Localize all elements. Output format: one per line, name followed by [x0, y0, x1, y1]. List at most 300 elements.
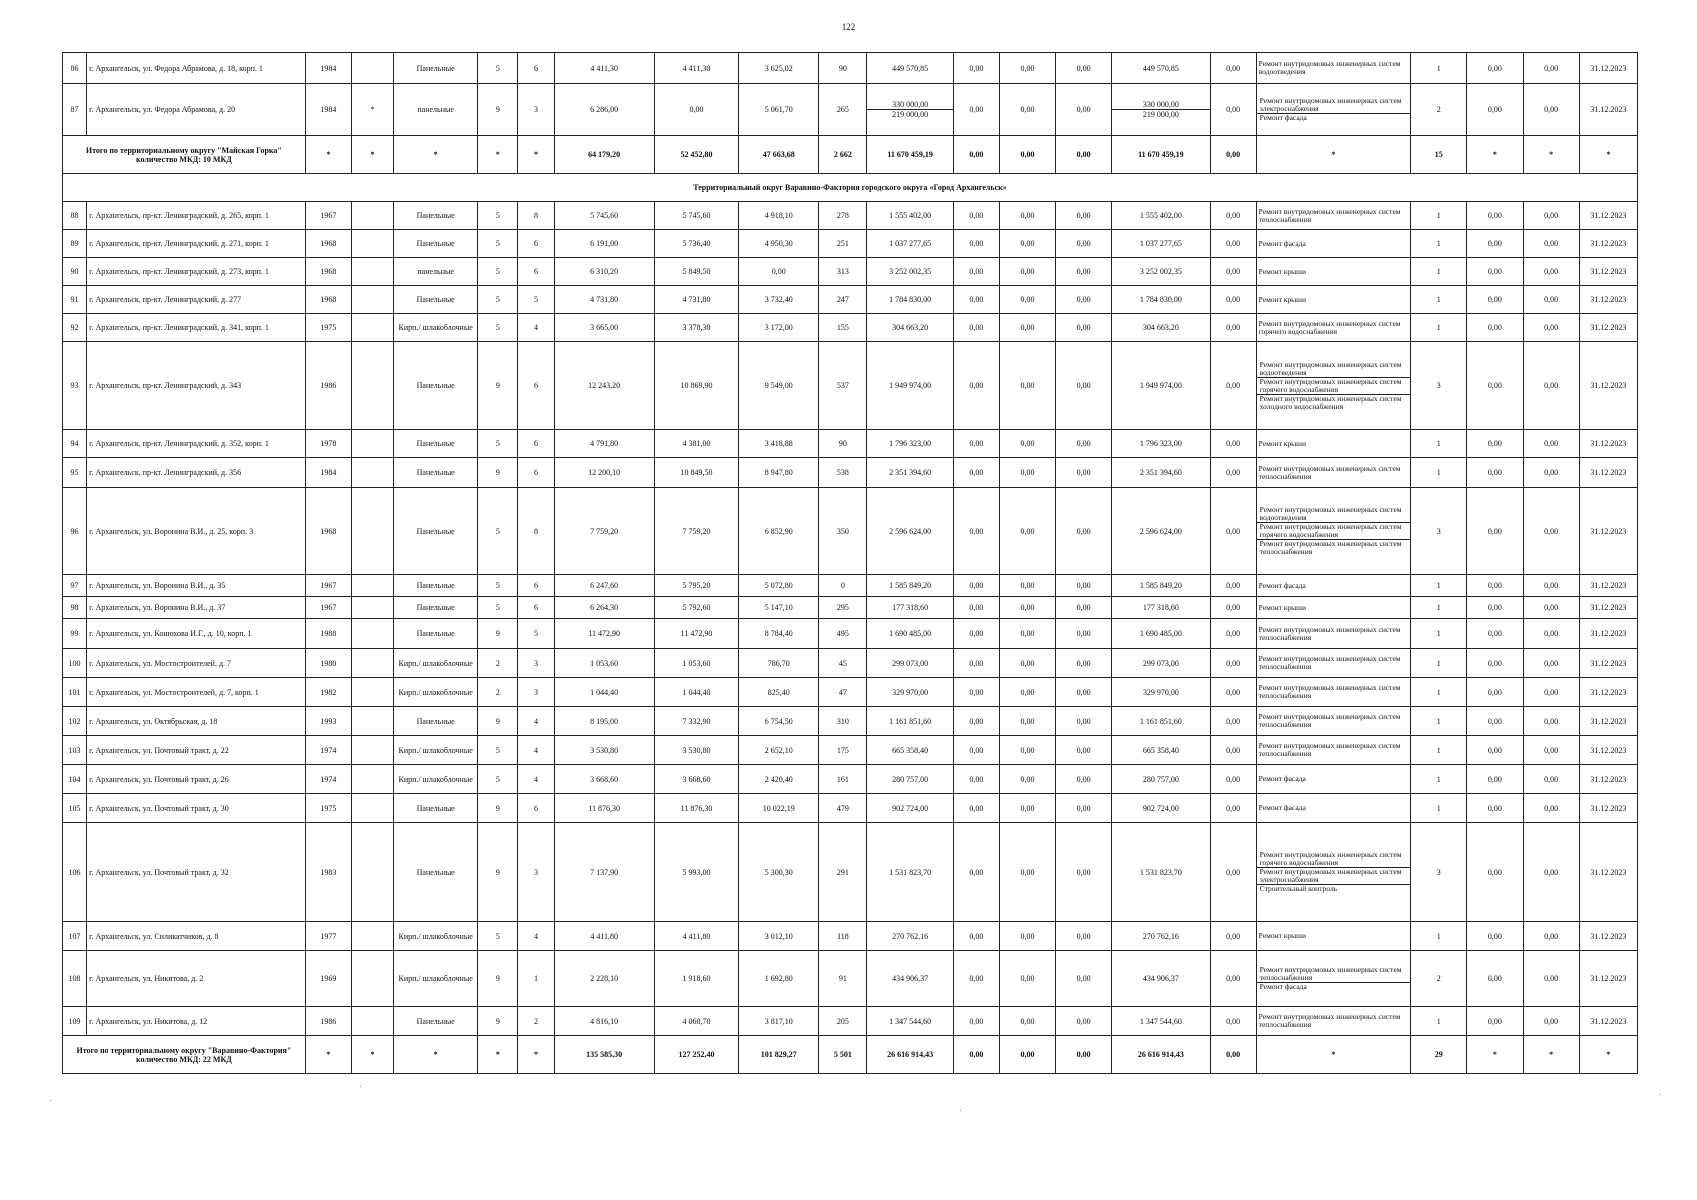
work-count: 1	[1411, 258, 1467, 286]
work-types	[1256, 823, 1410, 922]
zero-3: 0,00	[1056, 202, 1112, 230]
entrances: 1	[518, 951, 554, 1007]
work-type: Ремонт крыши	[1256, 258, 1410, 286]
zero-5: 0,00	[1467, 202, 1523, 230]
fund: 299 073,00	[1112, 649, 1210, 678]
year-built: 1983	[305, 823, 351, 922]
zero-4: 0,00	[1210, 53, 1256, 84]
wall-material: Панельные	[394, 823, 478, 922]
zero-5: 0,00	[1467, 258, 1523, 286]
cost: 299 073,00	[867, 649, 953, 678]
work-count: 1	[1411, 619, 1467, 649]
address: г. Архангельск, ул. Федора Абрамова, д. 18, корп. 1	[87, 53, 306, 84]
cost: 449 570,85	[867, 53, 953, 84]
work-count: 1	[1411, 649, 1467, 678]
total-area: 6 264,30	[554, 597, 654, 619]
zero-2: 0,00	[999, 794, 1055, 823]
floors: 9	[478, 951, 518, 1007]
area-3: 8 947,80	[739, 458, 819, 488]
completion-date: 31.12.2023	[1579, 53, 1637, 84]
wall-material: Панельные	[394, 1007, 478, 1036]
mark	[351, 230, 393, 258]
total-area: 3 668,60	[554, 765, 654, 794]
entrances: 2	[518, 1007, 554, 1036]
row-number: 89	[63, 230, 87, 258]
zero-5: 0,00	[1467, 1007, 1523, 1036]
area-3: 4 950,30	[739, 230, 819, 258]
mark	[351, 707, 393, 736]
building-row	[63, 342, 1638, 430]
wall-material: Панельные	[394, 794, 478, 823]
total-area: 1 044,40	[554, 678, 654, 707]
year-built: 1968	[305, 258, 351, 286]
mark	[351, 286, 393, 314]
work-count: 1	[1411, 314, 1467, 342]
entrances: 6	[518, 230, 554, 258]
page-number: 122	[841, 22, 856, 32]
zero-1: 0,00	[953, 951, 999, 1007]
zero-5: 0,00	[1467, 84, 1523, 136]
total-c1: *	[305, 1036, 351, 1074]
fund: 304 663,20	[1112, 314, 1210, 342]
address: г. Архангельск, пр-кт. Ленинградский, д. 273, корп. 1	[87, 258, 306, 286]
entrances: 6	[518, 575, 554, 597]
row-number: 105	[63, 794, 87, 823]
cost: 1 585 849,20	[867, 575, 953, 597]
zero-3: 0,00	[1056, 430, 1112, 458]
work-count: 1	[1411, 430, 1467, 458]
row-number: 108	[63, 951, 87, 1007]
zero-2: 0,00	[999, 649, 1055, 678]
fund: 1 585 849,20	[1112, 575, 1210, 597]
completion-date: 31.12.2023	[1579, 458, 1637, 488]
residents: 265	[819, 84, 867, 136]
cost: 280 757,00	[867, 765, 953, 794]
cost: 2 351 394,60	[867, 458, 953, 488]
zero-6: 0,00	[1523, 258, 1579, 286]
row-number: 107	[63, 922, 87, 951]
work-types-item: Ремонт внутридомовых инженерных систем горячего водоснабжения	[1259, 850, 1402, 867]
residents: 495	[819, 619, 867, 649]
building-row	[63, 707, 1638, 736]
total-z3: 0,00	[1056, 1036, 1112, 1074]
completion-date: 31.12.2023	[1579, 84, 1637, 136]
mark	[351, 619, 393, 649]
wall-material: Панельные	[394, 202, 478, 230]
zero-2: 0,00	[999, 258, 1055, 286]
work-type: Ремонт фасада	[1256, 794, 1410, 823]
fund: 329 970,00	[1112, 678, 1210, 707]
row-number: 100	[63, 649, 87, 678]
total-e2: *	[1523, 136, 1579, 174]
entrances: 6	[518, 430, 554, 458]
fund-item: 330 000,00	[1142, 100, 1179, 109]
zero-2: 0,00	[999, 53, 1055, 84]
work-type: Ремонт внутридомовых инженерных систем теплоснабжения	[1256, 619, 1410, 649]
work-count: 1	[1411, 597, 1467, 619]
fund: 1 949 974,00	[1112, 342, 1210, 430]
area-3: 6 754,50	[739, 707, 819, 736]
zero-6: 0,00	[1523, 458, 1579, 488]
area-3: 8 784,40	[739, 619, 819, 649]
cost: 177 318,60	[867, 597, 953, 619]
zero-4: 0,00	[1210, 575, 1256, 597]
building-row	[63, 678, 1638, 707]
total-area: 6 286,00	[554, 84, 654, 136]
area-3: 3 817,10	[739, 1007, 819, 1036]
mark	[351, 258, 393, 286]
area-2: 11 472,90	[654, 619, 738, 649]
wall-material: Кирп./ шлакоблочные	[394, 314, 478, 342]
zero-1: 0,00	[953, 53, 999, 84]
wall-material: Панельные	[394, 53, 478, 84]
floors: 9	[478, 458, 518, 488]
completion-date: 31.12.2023	[1579, 678, 1637, 707]
total-area: 4 411,80	[554, 922, 654, 951]
zero-2: 0,00	[999, 430, 1055, 458]
total-c4: *	[478, 136, 518, 174]
total-a2: 52 452,80	[654, 136, 738, 174]
zero-5: 0,00	[1467, 823, 1523, 922]
zero-6: 0,00	[1523, 736, 1579, 765]
completion-date: 31.12.2023	[1579, 951, 1637, 1007]
work-type: Ремонт внутридомовых инженерных систем теплоснабжения	[1256, 649, 1410, 678]
entrances: 8	[518, 202, 554, 230]
work-types	[1256, 951, 1410, 1007]
total-area: 3 665,00	[554, 314, 654, 342]
zero-5: 0,00	[1467, 649, 1523, 678]
building-row	[63, 286, 1638, 314]
address: г. Архангельск, ул. Воронина В.И., д. 35	[87, 575, 306, 597]
zero-3: 0,00	[1056, 736, 1112, 765]
row-number: 104	[63, 765, 87, 794]
residents: 118	[819, 922, 867, 951]
year-built: 1993	[305, 707, 351, 736]
area-2: 10 869,90	[654, 342, 738, 430]
row-number: 102	[63, 707, 87, 736]
wall-material: Панельные	[394, 488, 478, 575]
zero-5: 0,00	[1467, 707, 1523, 736]
cost: 1 555 402,00	[867, 202, 953, 230]
completion-date: 31.12.2023	[1579, 649, 1637, 678]
floors: 5	[478, 314, 518, 342]
area-3: 5 061,70	[739, 84, 819, 136]
zero-5: 0,00	[1467, 951, 1523, 1007]
completion-date: 31.12.2023	[1579, 922, 1637, 951]
zero-3: 0,00	[1056, 258, 1112, 286]
zero-6: 0,00	[1523, 922, 1579, 951]
fund: 449 570,85	[1112, 53, 1210, 84]
zero-1: 0,00	[953, 765, 999, 794]
zero-4: 0,00	[1210, 823, 1256, 922]
zero-3: 0,00	[1056, 488, 1112, 575]
row-number: 97	[63, 575, 87, 597]
cost: 1 037 277,65	[867, 230, 953, 258]
zero-2: 0,00	[999, 342, 1055, 430]
zero-6: 0,00	[1523, 575, 1579, 597]
floors: 5	[478, 286, 518, 314]
zero-3: 0,00	[1056, 649, 1112, 678]
fund: 2 351 394,60	[1112, 458, 1210, 488]
zero-6: 0,00	[1523, 597, 1579, 619]
row-number: 106	[63, 823, 87, 922]
fund: 3 252 002,35	[1112, 258, 1210, 286]
address: г. Архангельск, пр-кт. Ленинградский, д. 271, корп. 1	[87, 230, 306, 258]
entrances: 8	[518, 488, 554, 575]
zero-5: 0,00	[1467, 430, 1523, 458]
zero-5: 0,00	[1467, 597, 1523, 619]
work-type: Ремонт внутридомовых инженерных систем теплоснабжения	[1256, 678, 1410, 707]
area-2: 0,00	[654, 84, 738, 136]
zero-1: 0,00	[953, 286, 999, 314]
wall-material: Панельные	[394, 342, 478, 430]
floors: 5	[478, 736, 518, 765]
work-count: 1	[1411, 794, 1467, 823]
zero-6: 0,00	[1523, 286, 1579, 314]
zero-6: 0,00	[1523, 53, 1579, 84]
fund	[1112, 84, 1210, 136]
mark	[351, 765, 393, 794]
wall-material: Панельные	[394, 286, 478, 314]
year-built: 1980	[305, 649, 351, 678]
building-row	[63, 202, 1638, 230]
scan-specks	[0, 1080, 1697, 1120]
district-total-row	[63, 1036, 1638, 1074]
mark	[351, 678, 393, 707]
residents: 291	[819, 823, 867, 922]
zero-4: 0,00	[1210, 765, 1256, 794]
building-row	[63, 575, 1638, 597]
entrances: 4	[518, 922, 554, 951]
entrances: 6	[518, 258, 554, 286]
total-area: 4 791,80	[554, 430, 654, 458]
zero-3: 0,00	[1056, 619, 1112, 649]
zero-3: 0,00	[1056, 1007, 1112, 1036]
row-number: 87	[63, 84, 87, 136]
zero-2: 0,00	[999, 488, 1055, 575]
area-3: 2 652,10	[739, 736, 819, 765]
zero-6: 0,00	[1523, 951, 1579, 1007]
zero-1: 0,00	[953, 430, 999, 458]
total-e3: *	[1579, 1036, 1637, 1074]
wall-material: Кирп./ шлакоблочные	[394, 678, 478, 707]
area-2: 5 736,40	[654, 230, 738, 258]
year-built: 1968	[305, 488, 351, 575]
residents: 350	[819, 488, 867, 575]
zero-5: 0,00	[1467, 458, 1523, 488]
total-e2: *	[1523, 1036, 1579, 1074]
completion-date: 31.12.2023	[1579, 736, 1637, 765]
total-fund: 26 616 914,43	[1112, 1036, 1210, 1074]
work-type: Ремонт внутридомовых инженерных систем теплоснабжения	[1256, 202, 1410, 230]
wall-material: Панельные	[394, 430, 478, 458]
address: г. Архангельск, ул. Воронина В.И., д. 25, корп. 3	[87, 488, 306, 575]
residents: 90	[819, 53, 867, 84]
floors: 9	[478, 342, 518, 430]
total-c3: *	[394, 136, 478, 174]
address: г. Архангельск, ул. Федора Абрамова, д. 20	[87, 84, 306, 136]
year-built: 1968	[305, 286, 351, 314]
total-fund: 11 670 459,19	[1112, 136, 1210, 174]
wall-material: Кирп./ шлакоблочные	[394, 922, 478, 951]
area-3: 5 300,30	[739, 823, 819, 922]
work-types-item: Ремонт внутридомовых инженерных систем электроснабжения	[1257, 867, 1410, 884]
area-2: 5 795,20	[654, 575, 738, 597]
wall-material: Панельные	[394, 619, 478, 649]
wall-material: Кирп./ шлакоблочные	[394, 649, 478, 678]
row-number: 91	[63, 286, 87, 314]
residents: 45	[819, 649, 867, 678]
work-type: Ремонт внутридомовых инженерных систем горячего водоснабжения	[1256, 314, 1410, 342]
zero-1: 0,00	[953, 488, 999, 575]
area-2: 10 849,50	[654, 458, 738, 488]
work-count: 1	[1411, 922, 1467, 951]
entrances: 4	[518, 314, 554, 342]
work-count: 1	[1411, 1007, 1467, 1036]
zero-2: 0,00	[999, 575, 1055, 597]
zero-6: 0,00	[1523, 430, 1579, 458]
zero-6: 0,00	[1523, 314, 1579, 342]
address: г. Архангельск, ул. Почтовый тракт, д. 32	[87, 823, 306, 922]
wall-material: Панельные	[394, 458, 478, 488]
fund: 177 318,60	[1112, 597, 1210, 619]
year-built: 1984	[305, 84, 351, 136]
zero-3: 0,00	[1056, 922, 1112, 951]
mark	[351, 575, 393, 597]
zero-1: 0,00	[953, 314, 999, 342]
year-built: 1967	[305, 575, 351, 597]
zero-5: 0,00	[1467, 342, 1523, 430]
zero-2: 0,00	[999, 1007, 1055, 1036]
residents: 313	[819, 258, 867, 286]
zero-1: 0,00	[953, 649, 999, 678]
work-count: 1	[1411, 678, 1467, 707]
row-number: 92	[63, 314, 87, 342]
building-row	[63, 258, 1638, 286]
zero-6: 0,00	[1523, 619, 1579, 649]
zero-5: 0,00	[1467, 488, 1523, 575]
area-2: 7 332,90	[654, 707, 738, 736]
work-type: Ремонт фасада	[1256, 575, 1410, 597]
cost: 1 784 830,00	[867, 286, 953, 314]
total-area: 4 816,10	[554, 1007, 654, 1036]
mark	[351, 922, 393, 951]
zero-6: 0,00	[1523, 794, 1579, 823]
floors: 9	[478, 823, 518, 922]
total-a2: 127 252,40	[654, 1036, 738, 1074]
year-built: 1978	[305, 430, 351, 458]
residents: 538	[819, 458, 867, 488]
zero-1: 0,00	[953, 202, 999, 230]
zero-2: 0,00	[999, 84, 1055, 136]
work-count: 1	[1411, 202, 1467, 230]
total-e3: *	[1579, 136, 1637, 174]
work-count: 1	[1411, 458, 1467, 488]
area-3: 3 625,02	[739, 53, 819, 84]
area-3: 3 172,00	[739, 314, 819, 342]
zero-4: 0,00	[1210, 286, 1256, 314]
zero-5: 0,00	[1467, 230, 1523, 258]
zero-3: 0,00	[1056, 458, 1112, 488]
completion-date: 31.12.2023	[1579, 823, 1637, 922]
total-e1: *	[1467, 136, 1523, 174]
area-2: 5 993,00	[654, 823, 738, 922]
area-2: 3 378,30	[654, 314, 738, 342]
total-area: 3 530,80	[554, 736, 654, 765]
total-c5: *	[518, 136, 554, 174]
work-type: Ремонт крыши	[1256, 286, 1410, 314]
district-header-row	[63, 174, 1638, 202]
zero-6: 0,00	[1523, 678, 1579, 707]
area-3: 3 418,88	[739, 430, 819, 458]
zero-3: 0,00	[1056, 597, 1112, 619]
total-c5: *	[518, 1036, 554, 1074]
work-type: Ремонт фасада	[1256, 765, 1410, 794]
zero-1: 0,00	[953, 342, 999, 430]
residents: 205	[819, 1007, 867, 1036]
zero-2: 0,00	[999, 678, 1055, 707]
cost: 270 762,16	[867, 922, 953, 951]
zero-4: 0,00	[1210, 430, 1256, 458]
cost: 1 161 851,60	[867, 707, 953, 736]
residents: 161	[819, 765, 867, 794]
zero-2: 0,00	[999, 707, 1055, 736]
address: г. Архангельск, ул. Мостостроителей, д. 7	[87, 649, 306, 678]
residents: 251	[819, 230, 867, 258]
wall-material: Панельные	[394, 230, 478, 258]
zero-4: 0,00	[1210, 794, 1256, 823]
area-2: 4 381,00	[654, 430, 738, 458]
zero-3: 0,00	[1056, 951, 1112, 1007]
entrances: 6	[518, 458, 554, 488]
zero-4: 0,00	[1210, 342, 1256, 430]
residents: 310	[819, 707, 867, 736]
year-built: 1975	[305, 314, 351, 342]
zero-1: 0,00	[953, 736, 999, 765]
zero-5: 0,00	[1467, 678, 1523, 707]
area-2: 11 876,30	[654, 794, 738, 823]
cost	[867, 84, 953, 136]
work-type: Ремонт внутридомовых инженерных систем теплоснабжения	[1256, 707, 1410, 736]
building-row	[63, 84, 1638, 136]
fund: 1 347 544,60	[1112, 1007, 1210, 1036]
building-row	[63, 230, 1638, 258]
zero-5: 0,00	[1467, 286, 1523, 314]
zero-2: 0,00	[999, 202, 1055, 230]
cost-item: 219 000,00	[867, 109, 952, 119]
address: г. Архангельск, ул. Конюхова И.Г., д. 10, корп. 1	[87, 619, 306, 649]
total-area: 8 195,00	[554, 707, 654, 736]
total-label: Итого по территориальному округу "Варавино-Фактория" количество МКД: 22 МКД	[63, 1036, 306, 1074]
zero-6: 0,00	[1523, 84, 1579, 136]
mark	[351, 597, 393, 619]
zero-4: 0,00	[1210, 951, 1256, 1007]
completion-date: 31.12.2023	[1579, 230, 1637, 258]
year-built: 1967	[305, 202, 351, 230]
total-a3: 47 663,68	[739, 136, 819, 174]
zero-5: 0,00	[1467, 575, 1523, 597]
residents: 90	[819, 430, 867, 458]
work-types	[1256, 84, 1410, 136]
row-number: 101	[63, 678, 87, 707]
work-types-item: Ремонт внутридомовых инженерных систем теплоснабжения	[1259, 965, 1402, 982]
zero-5: 0,00	[1467, 765, 1523, 794]
total-a3: 101 829,27	[739, 1036, 819, 1074]
total-cnt: 29	[1411, 1036, 1467, 1074]
work-count: 1	[1411, 765, 1467, 794]
zero-4: 0,00	[1210, 84, 1256, 136]
zero-1: 0,00	[953, 619, 999, 649]
